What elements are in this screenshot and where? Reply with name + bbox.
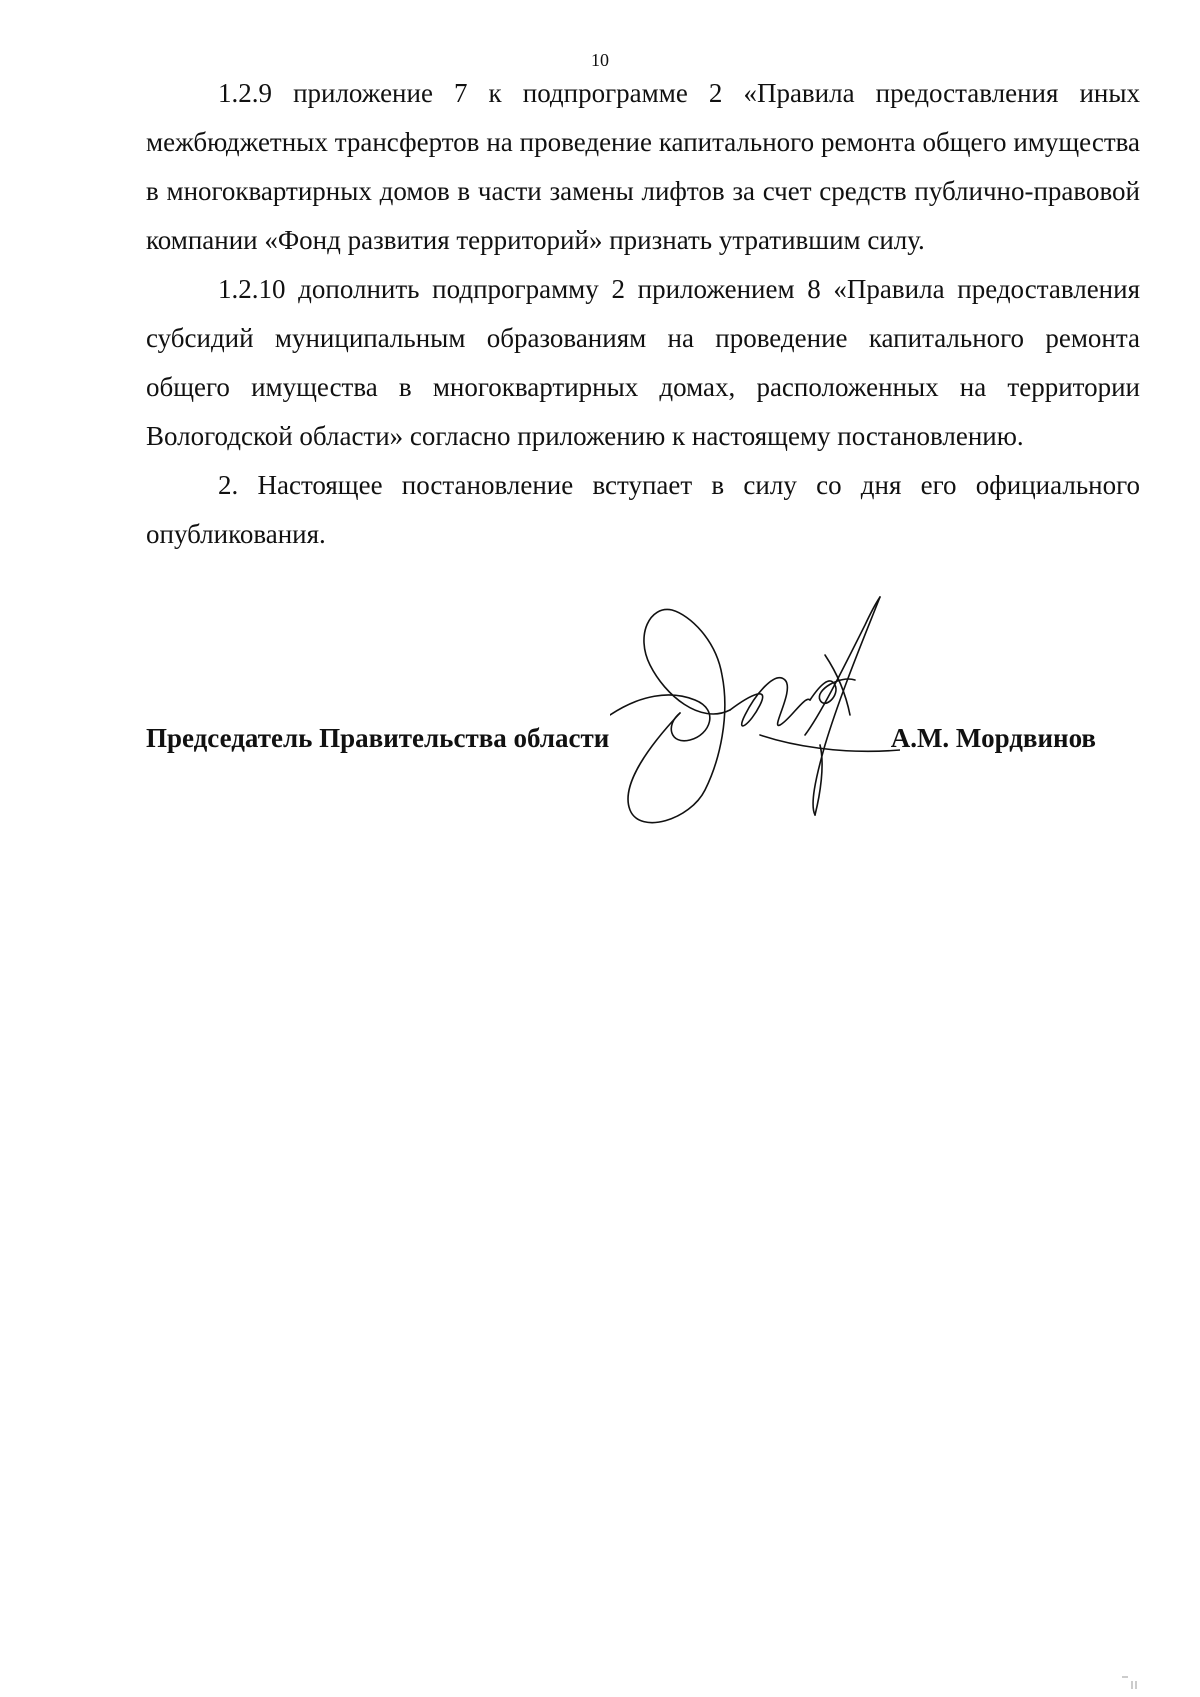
signatory-name: А.М. Мордвинов (890, 723, 1096, 753)
paragraph-1-2-10: 1.2.10 дополнить подпрограмму 2 приложением 8 «Правила предоставления субсидий муниципальным образованиям на проведение капитального ремонта общего имущества в многоквартирных домах, расположенных на территории Вологодской области» согласно приложению к настоящему постановлению. (146, 274, 1140, 451)
scan-artifact-mark (1120, 1675, 1140, 1689)
handwritten-signature (610, 595, 900, 835)
document-body (146, 69, 1140, 559)
paragraph-1-2-9: 1.2.9 приложение 7 к подпрограмме 2 «Правила предоставления иных межбюджетных трансфертов на проведение капитального ремонта общего имущества в многоквартирных домов в части замены лифтов за счет средств публично-правовой компании «Фонд развития территорий» признать утратившим силу. (146, 78, 1140, 255)
paragraph-2-effective-date: 2. Настоящее постановление вступает в силу со дня его официального опубликования. (146, 470, 1140, 549)
page-number: 10 (591, 50, 609, 70)
signatory-position: Председатель Правительства области (146, 723, 610, 753)
